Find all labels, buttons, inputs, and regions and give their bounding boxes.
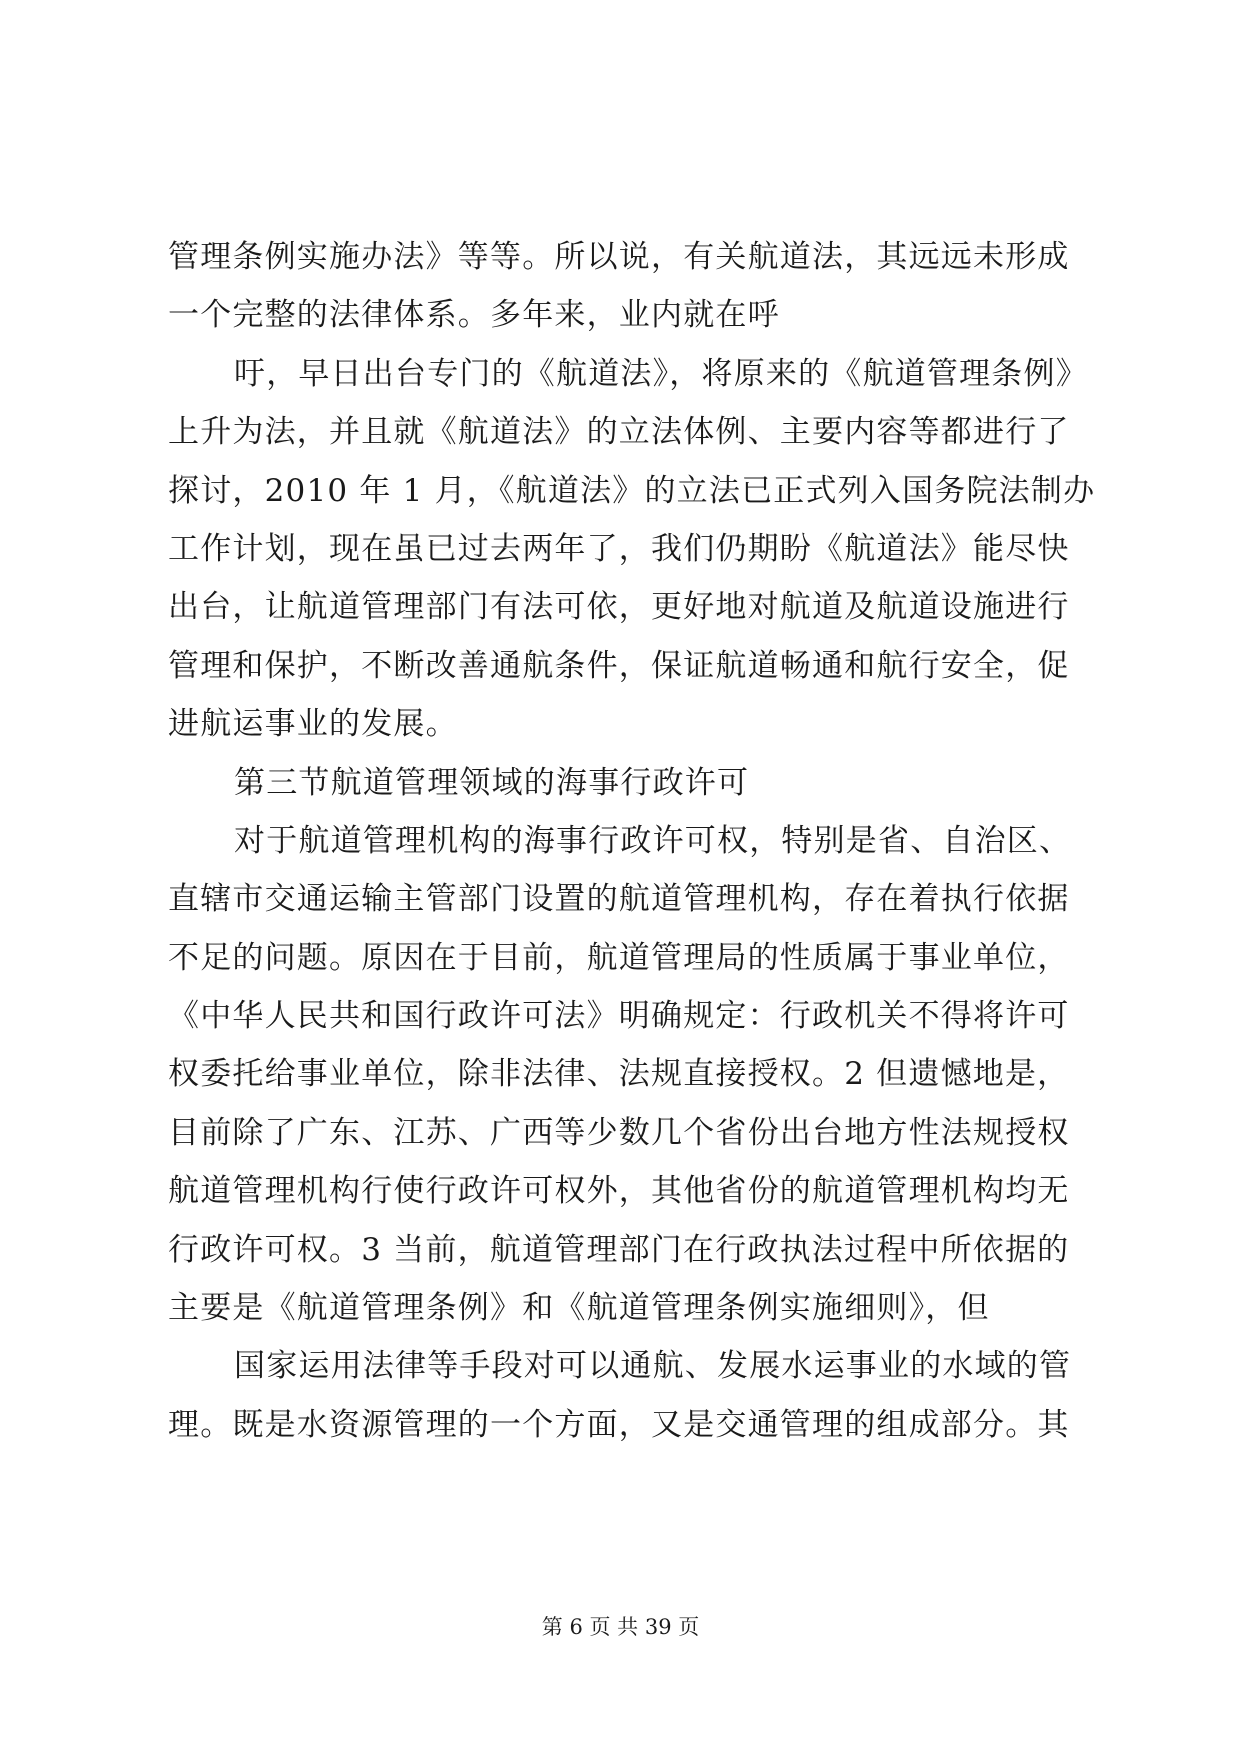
- text-line: 理。既是水资源管理的一个方面，又是交通管理的组成部分。其: [168, 1406, 1070, 1443]
- body-text: [168, 228, 1096, 1454]
- text-line: 管理和保护，不断改善通航条件，保证航道畅通和航行安全，促: [168, 647, 1070, 684]
- text-line: 行政许可权。3 当前，航道管理部门在行政执法过程中所依据的: [168, 1231, 1070, 1268]
- text-line: 进航运事业的发展。: [168, 706, 458, 743]
- text-line: 航道管理机构行使行政许可权外，其他省份的航道管理机构均无: [168, 1173, 1070, 1210]
- text-line: 国家运用法律等手段对可以通航、发展水运事业的水域的管: [234, 1348, 1072, 1385]
- text-line: 吁，早日出台专门的《航道法》，将原来的《航道管理条例》: [234, 355, 1088, 392]
- text-line: 管理条例实施办法》等等。所以说，有关航道法，其远远未形成: [168, 239, 1070, 275]
- text-line: 直辖市交通运输主管部门设置的航道管理机构，存在着执行依据: [168, 881, 1070, 918]
- text-line: 工作计划，现在虽已过去两年了，我们仍期盼《航道法》能尽快: [168, 530, 1070, 567]
- text-line: 《中华人民共和国行政许可法》明确规定：行政机关不得将许可: [168, 998, 1070, 1035]
- page-footer: 第 6 页 共 39 页: [541, 1615, 700, 1639]
- text-line: 第三节航道管理领域的海事行政许可: [234, 764, 750, 801]
- text-line: 目前除了广东、江苏、广西等少数几个省份出台地方性法规授权: [168, 1114, 1070, 1151]
- text-line: 探讨，2010 年 1 月，《航道法》的立法已正式列入国务院法制办: [168, 472, 1096, 509]
- text-line: 上升为法，并且就《航道法》的立法体例、主要内容等都进行了: [168, 414, 1070, 451]
- text-line: 对于航道管理机构的海事行政许可权，特别是省、自治区、: [234, 822, 1072, 859]
- text-line: 出台，让航道管理部门有法可依，更好地对航道及航道设施进行: [168, 589, 1070, 626]
- text-line: 一个完整的法律体系。多年来，业内就在呼: [168, 297, 780, 334]
- text-line: 不足的问题。原因在于目前，航道管理局的性质属于事业单位，: [168, 939, 1070, 976]
- text-line: 主要是《航道管理条例》和《航道管理条例实施细则》，但: [168, 1290, 990, 1327]
- text-line: 权委托给事业单位，除非法律、法规直接授权。2 但遗憾地是，: [168, 1056, 1070, 1093]
